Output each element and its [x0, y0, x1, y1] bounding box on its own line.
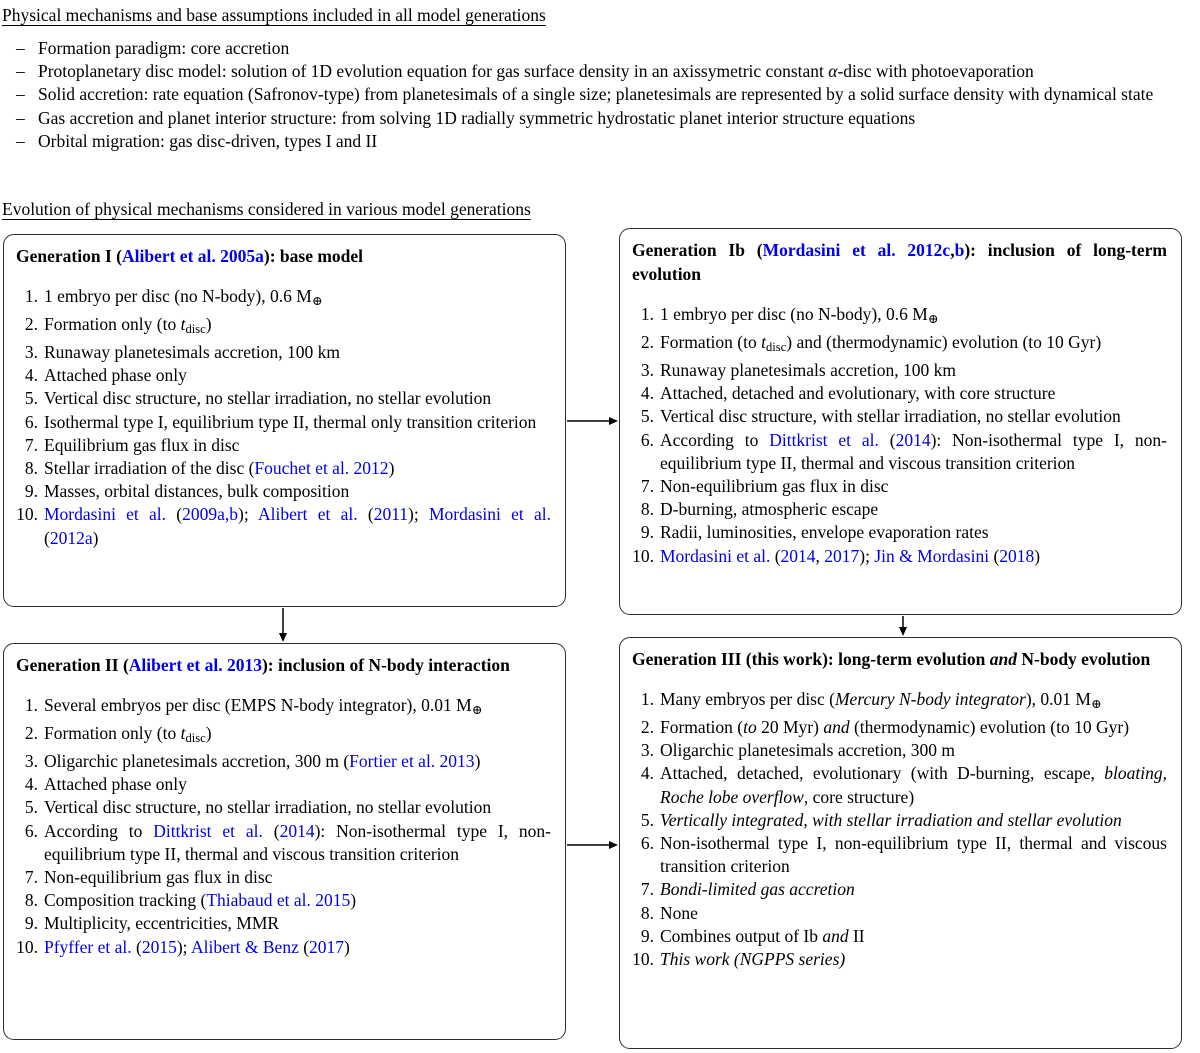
text-segment: N-body evolution [1017, 649, 1151, 669]
text-segment: Bondi-limited gas accretion [660, 879, 855, 900]
list-item [630, 878, 1167, 901]
text-segment: Attached, detached and evolutionary, with core structure [660, 383, 1056, 404]
text-segment: 1 embryo per disc (no N-body), 0.6 M [44, 286, 312, 306]
citation-link[interactable]: Dittkrist et al. [769, 429, 879, 450]
list-item [14, 341, 551, 364]
text-segment: ): inclusion of N-body interaction [261, 655, 510, 675]
citation-link[interactable]: 2015 [141, 936, 177, 957]
text-segment: ( [131, 936, 142, 957]
text-segment: Equilibrium gas flux in disc [44, 434, 240, 455]
text-segment: ( [357, 504, 374, 525]
generation-2-title [4, 644, 565, 677]
text-segment: Formation only (to [44, 313, 181, 334]
text-segment: t [180, 313, 186, 334]
text-segment: Non-isothermal type I, non-equilibrium type II, thermal and viscous transition criterion [660, 832, 1167, 877]
citation-link[interactable]: Mordasini et al. [660, 545, 771, 566]
list-item [14, 722, 551, 750]
list-item [630, 498, 1167, 521]
assumptions-list [2, 37, 1198, 153]
text-segment: Runaway planetesimals accretion, 100 km [660, 359, 956, 380]
text-segment: 1 embryo per disc (no N-body), 0.6 M [660, 304, 928, 324]
list-item [630, 809, 1167, 832]
list-item [14, 889, 551, 912]
text-segment: ( [770, 545, 781, 566]
text-segment: ⊕ [927, 311, 939, 326]
text-segment: and [823, 716, 850, 737]
list-item [2, 130, 1198, 153]
text-segment: bloating, Roche lobe overflow [660, 763, 1167, 807]
citation-link[interactable]: 2011 [373, 504, 409, 525]
text-segment: Gas accretion and planet interior structure: from solving 1D radially symmetric hydrostatic planet interior structure equations [38, 107, 916, 128]
text-segment: According to [660, 429, 770, 450]
text-segment: ) [205, 722, 212, 743]
generation-3-box [619, 637, 1182, 1049]
generation-2-list [4, 694, 565, 959]
text-segment: None [660, 902, 698, 923]
generation-1b-list [620, 303, 1181, 568]
list-item [2, 60, 1198, 83]
text-segment: (thermodynamic) evolution (to 10 Gyr) [849, 716, 1130, 737]
text-segment: Attached, detached, evolutionary (with D-burning, escape, [660, 763, 1105, 784]
text-segment: ⊕ [1090, 696, 1102, 711]
list-item [14, 936, 551, 959]
list-item [630, 762, 1167, 808]
text-segment: ); [238, 504, 258, 525]
text-segment: Formation (to [660, 331, 762, 352]
text-segment: and [989, 649, 1017, 669]
list-item [14, 480, 551, 503]
citation-link[interactable]: Fouchet et al. 2012 [254, 457, 389, 478]
text-segment: Several embryos per disc (EMPS N-body integrator), 0.01 M [44, 695, 472, 715]
list-item [14, 773, 551, 796]
list-item [630, 716, 1167, 739]
text-segment: Combines output of Ib [660, 925, 823, 946]
list-item [14, 364, 551, 387]
text-segment: disc [765, 339, 787, 354]
list-item [630, 303, 1167, 331]
text-segment: Protoplanetary disc model: solution of 1D evolution equation for gas surface density in an axissymetric constant [38, 61, 829, 82]
list-item [630, 359, 1167, 382]
text-segment: Radii, luminosities, envelope evaporation rates [660, 522, 989, 543]
text-segment: , [950, 240, 955, 260]
text-segment: Masses, orbital distances, bulk composition [44, 481, 350, 502]
text-segment: ): Non-isothermal type I, non-equilibrium type II, thermal and viscous transition criterion [44, 820, 551, 864]
evolution-section-title [2, 198, 531, 220]
text-segment: Oligarchic planetesimals accretion, 300 m ( [44, 750, 350, 771]
list-item [630, 545, 1167, 568]
generation-1b-box [619, 228, 1182, 615]
text-segment: ) [92, 527, 99, 548]
generation-1-list [4, 285, 565, 550]
text-segment: ): Non-isothermal type I, non-equilibrium type II, thermal and viscous transition criterion [660, 429, 1167, 473]
list-item [14, 503, 551, 549]
text-segment: II [848, 925, 865, 946]
text-segment: ): inclusion of long-term evolution [632, 240, 1167, 284]
list-item [2, 107, 1198, 130]
list-item [630, 688, 1167, 716]
list-item [630, 405, 1167, 428]
text-segment: ); [408, 504, 429, 525]
citation-link[interactable]: Jin & Mordasini [874, 545, 990, 566]
assumptions-section-title [2, 4, 546, 26]
text-segment: ( [878, 429, 896, 450]
generation-3-title [620, 638, 1181, 671]
text-segment: Vertically integrated, with stellar irradiation and stellar evolution [660, 809, 1122, 830]
text-segment: ) [350, 890, 357, 911]
list-item [14, 313, 551, 341]
text-segment: ) and (thermodynamic) evolution (to 10 Gyr) [786, 331, 1102, 352]
citation-link[interactable]: Fortier et al. 2013 [349, 750, 475, 771]
citation-link[interactable]: Mordasini et al. 2012c [762, 240, 951, 260]
text-segment: Formation ( [660, 716, 744, 737]
list-item [630, 429, 1167, 475]
list-item [2, 83, 1198, 106]
list-item [14, 457, 551, 480]
text-segment: ( [44, 527, 50, 548]
text-segment: disc [185, 730, 206, 745]
citation-link[interactable]: 2017 [824, 545, 860, 566]
list-item [630, 382, 1167, 405]
citation-link[interactable]: Mordasini et al. [428, 504, 551, 525]
assumptions-title-text: Physical mechanisms and base assumptions included in all model generations [2, 5, 546, 25]
list-item [14, 912, 551, 935]
text-segment: Solid accretion: rate equation (Safronov-type) from planetesimals of a single size; planetesimals are represented by a solid surface density with dynamical state [38, 84, 1154, 105]
citation-link[interactable]: 2018 [999, 545, 1035, 566]
text-segment: Non-equilibrium gas flux in disc [660, 475, 889, 496]
citation-link[interactable]: b [954, 240, 965, 260]
text-segment: Vertical disc structure, with stellar irradiation, no stellar evolution [660, 406, 1121, 427]
citation-link[interactable]: Thiabaud et al. 2015 [206, 890, 351, 911]
text-segment: This work (NGPPS series) [660, 949, 846, 969]
list-item [14, 434, 551, 457]
citation-link[interactable]: 2014 [780, 545, 816, 566]
list-item [14, 820, 551, 866]
text-segment: Non-equilibrium gas flux in disc [44, 866, 273, 887]
text-segment: Oligarchic planetesimals accretion, 300 m [660, 740, 955, 761]
generation-1-title [4, 235, 565, 268]
text-segment: , [815, 545, 825, 566]
generation-1b-title [620, 229, 1181, 286]
citation-link[interactable]: Pfyffer et al. [44, 936, 132, 957]
text-segment: 20 Myr) [756, 716, 824, 737]
citation-link[interactable]: 2014 [895, 429, 931, 450]
text-segment: Attached phase only [44, 774, 187, 795]
text-segment: ) [344, 936, 350, 957]
list-item [14, 750, 551, 773]
list-item [630, 521, 1167, 544]
list-item [630, 948, 1167, 971]
text-segment: Multiplicity, eccentricities, MMR [44, 913, 280, 934]
text-segment: ) [474, 750, 481, 771]
citation-link[interactable]: Alibert et al. 2013 [128, 655, 262, 675]
text-segment: α [828, 61, 838, 82]
text-segment: Formation paradigm: core accretion [38, 38, 290, 58]
list-item [630, 475, 1167, 498]
text-segment: Vertical disc structure, no stellar irradiation, no stellar evolution [44, 797, 492, 818]
text-segment: Mercury N-body integrator [834, 689, 1026, 709]
text-segment: ( [262, 820, 280, 841]
text-segment: According to [44, 820, 154, 841]
list-item [14, 796, 551, 819]
text-segment: t [761, 331, 766, 352]
citation-link[interactable]: 2014 [279, 820, 315, 841]
citation-link[interactable]: Alibert et al. [257, 504, 358, 525]
generation-2-box [3, 643, 566, 1040]
text-segment: and [822, 925, 849, 946]
citation-link[interactable]: Dittkrist et al. [153, 820, 263, 841]
evolution-title-text: Evolution of physical mechanisms considered in various model generations [2, 199, 531, 219]
generation-3-list [620, 688, 1181, 971]
citation-link[interactable]: Alibert & Benz [190, 936, 299, 957]
text-segment: to [743, 716, 757, 737]
list-item [14, 387, 551, 410]
list-item [630, 832, 1167, 878]
citation-link[interactable]: Mordasini et al. [44, 504, 167, 525]
text-segment: Runaway planetesimals accretion, 100 km [44, 341, 340, 362]
text-segment: Many embryos per disc ( [660, 689, 835, 709]
list-item [630, 902, 1167, 925]
citation-link[interactable]: Alibert et al. 2005a [121, 246, 264, 266]
text-segment: -disc with photoevaporation [837, 61, 1034, 82]
list-item [14, 866, 551, 889]
text-segment: , core structure) [803, 786, 915, 807]
list-item [2, 37, 1198, 60]
text-segment: Vertical disc structure, no stellar irradiation, no stellar evolution [44, 388, 492, 409]
text-segment: ); [176, 936, 191, 957]
list-item [14, 285, 551, 313]
text-segment: Composition tracking ( [44, 890, 207, 911]
text-segment: Stellar irradiation of the disc ( [44, 457, 255, 478]
text-segment: ⊕ [311, 293, 323, 308]
text-segment: ), 0.01 M [1025, 689, 1091, 709]
text-segment: ): base model [263, 246, 364, 266]
text-segment: Generation III (this work): long-term evolution [632, 649, 990, 669]
text-segment: Generation I ( [16, 246, 122, 266]
text-segment: ( [166, 504, 183, 525]
text-segment: Orbital migration: gas disc-driven, types I and II [38, 130, 378, 151]
citation-link[interactable]: 2017 [309, 936, 345, 957]
text-segment: Attached phase only [44, 365, 187, 386]
citation-link[interactable]: 2009a,b [182, 504, 238, 525]
text-segment: ) [388, 457, 395, 478]
generation-1-box [3, 234, 566, 607]
list-item [630, 739, 1167, 762]
list-item [630, 331, 1167, 359]
text-segment: Generation Ib ( [632, 240, 763, 260]
list-item [14, 694, 551, 722]
list-item [630, 925, 1167, 948]
text-segment: ) [1034, 545, 1041, 566]
text-segment: ) [205, 313, 212, 334]
citation-link[interactable]: 2012a [49, 527, 93, 548]
text-segment: D-burning, atmospheric escape [660, 499, 879, 520]
text-segment: ( [298, 936, 310, 957]
text-segment: Formation only (to [44, 722, 181, 743]
text-segment: disc [185, 321, 206, 336]
text-segment: t [180, 722, 186, 743]
text-segment: ( [989, 545, 1000, 566]
text-segment: ⊕ [471, 702, 483, 717]
text-segment: Isothermal type I, equilibrium type II, thermal only transition criterion [44, 411, 537, 432]
list-item [14, 411, 551, 434]
text-segment: ); [859, 545, 875, 566]
text-segment: Generation II ( [16, 655, 129, 675]
